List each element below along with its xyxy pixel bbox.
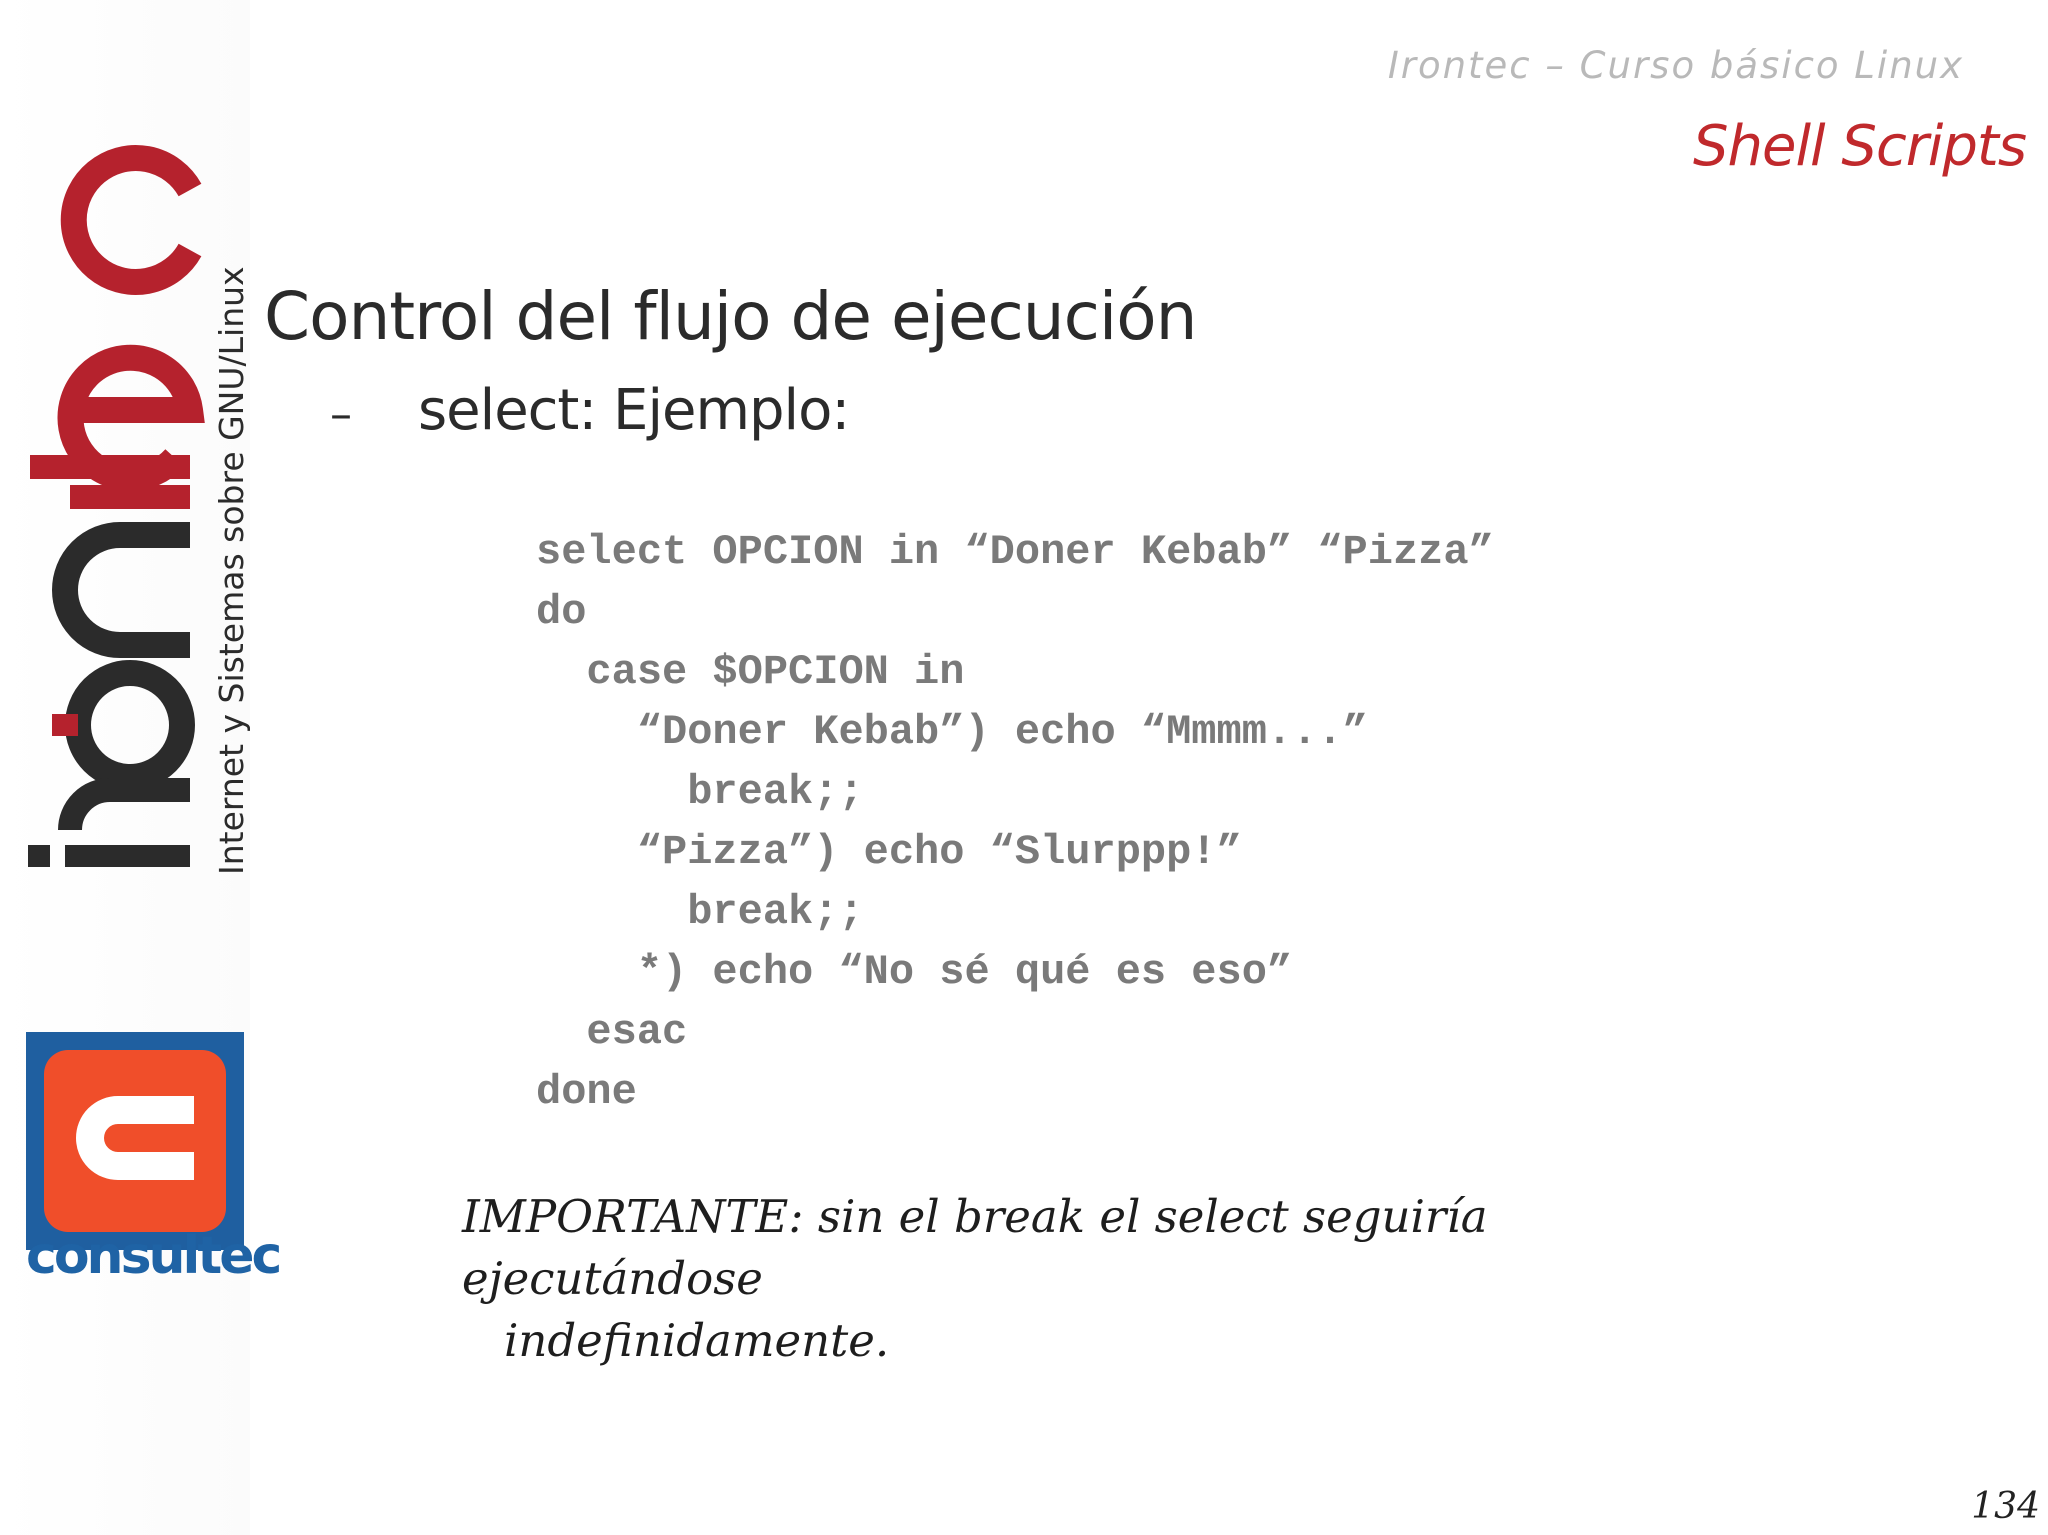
note-line-2: indefinidamente. bbox=[504, 1314, 890, 1367]
code-block bbox=[536, 522, 1494, 1122]
consultec-logo-tile bbox=[44, 1050, 226, 1232]
code-line: esac bbox=[536, 1008, 688, 1056]
code-line: “Doner Kebab”) echo “Mmmm...” bbox=[536, 708, 1368, 756]
code-line: do bbox=[536, 588, 587, 636]
bullet-item bbox=[330, 378, 849, 443]
bullet-dash: – bbox=[330, 389, 352, 440]
important-note bbox=[462, 1186, 1762, 1372]
code-line: break;; bbox=[536, 888, 864, 936]
logo-letter-i bbox=[65, 845, 190, 867]
logo-letter-c bbox=[74, 158, 190, 282]
logo-letter-r bbox=[70, 790, 190, 830]
irontec-logo bbox=[0, 140, 260, 880]
code-line: done bbox=[536, 1068, 637, 1116]
logo-letter-t-stem bbox=[70, 485, 190, 509]
logo-letter-n bbox=[65, 535, 190, 645]
logo-letter-i-dot bbox=[28, 845, 50, 867]
logo-red-tick bbox=[52, 714, 78, 736]
code-line: case $OPCION in bbox=[536, 648, 965, 696]
slide-title: Control del flujo de ejecución bbox=[264, 278, 1197, 355]
note-line-1: IMPORTANTE: sin el break el select seguiría ejecutándose bbox=[462, 1190, 1488, 1305]
bullet-text: select: Ejemplo: bbox=[418, 378, 850, 443]
course-brand-line: Irontec – Curso básico Linux bbox=[1387, 44, 1964, 87]
consultec-wordmark: consultec bbox=[26, 1226, 280, 1286]
code-line: *) echo “No sé qué es eso” bbox=[536, 948, 1293, 996]
code-line: break;; bbox=[536, 768, 864, 816]
logo-tagline: Internet y Sistemas sobre GNU/Linux bbox=[212, 266, 251, 875]
logo-letter-o bbox=[78, 673, 182, 777]
logo-letter-t-bar bbox=[30, 455, 190, 479]
page-number: 134 bbox=[1971, 1486, 2040, 1527]
code-line: select OPCION in “Doner Kebab” “Pizza” bbox=[536, 528, 1494, 576]
code-line: “Pizza”) echo “Slurppp!” bbox=[536, 828, 1242, 876]
section-title: Shell Scripts bbox=[1692, 114, 2026, 179]
